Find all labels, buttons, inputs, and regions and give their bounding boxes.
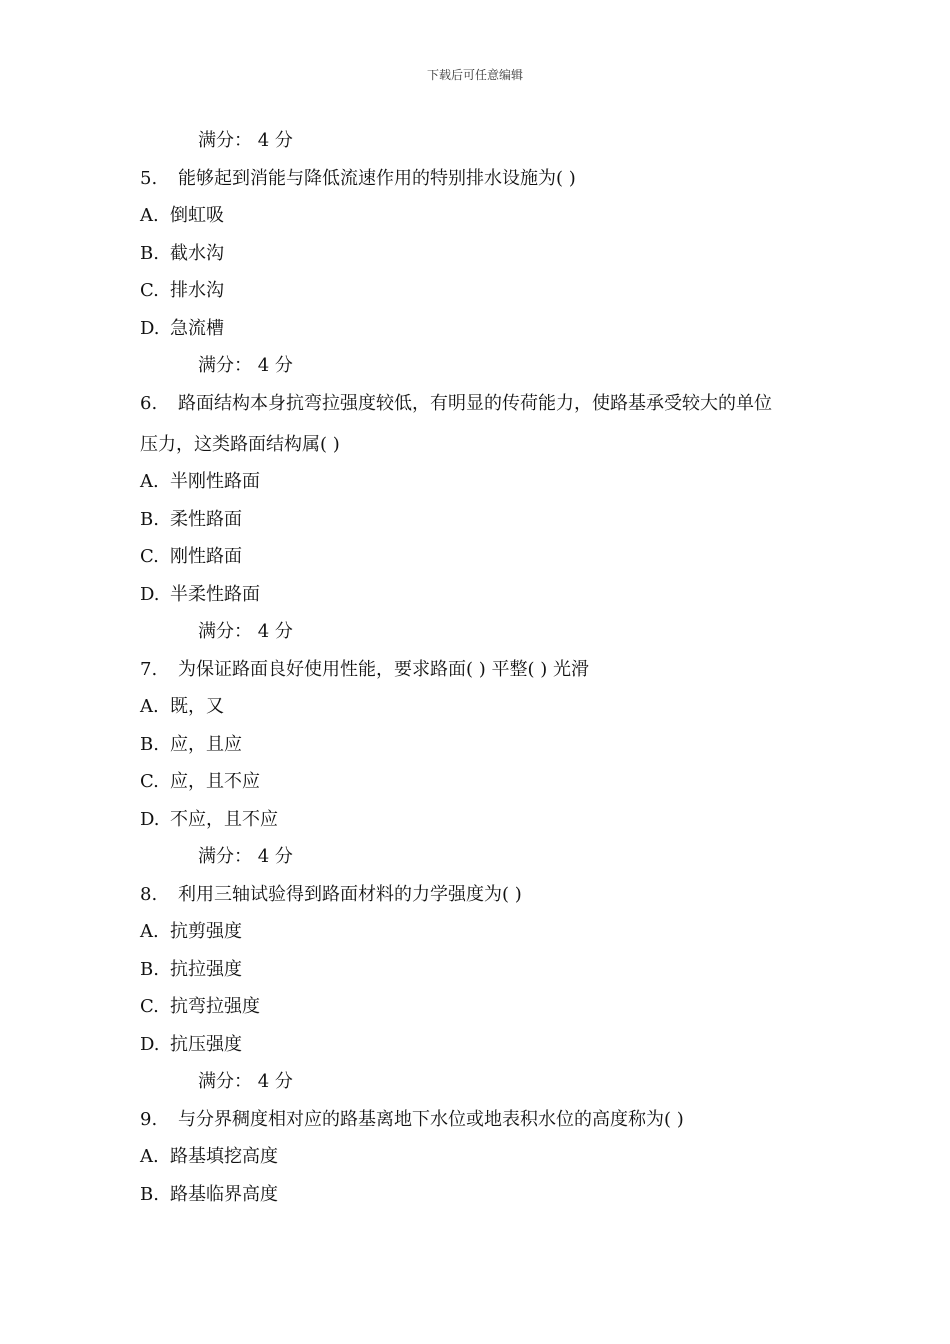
- answer-option: [140, 805, 278, 831]
- answer-option: [140, 767, 260, 793]
- answer-option: [140, 467, 260, 493]
- answer-option: [140, 239, 224, 265]
- option-label: A.: [140, 1146, 159, 1167]
- option-text: 抗弯拉强度: [170, 996, 260, 1017]
- option-label: B.: [140, 509, 159, 530]
- option-text: 截水沟: [170, 243, 224, 264]
- answer-option: [140, 992, 260, 1018]
- question-text: 路面结构本身抗弯拉强度较低，有明显的传荷能力，使路基承受较大的单位: [178, 393, 772, 414]
- score-line: 满分： 4 分: [198, 355, 293, 376]
- question-number: 6.: [140, 393, 158, 414]
- question-number: 8.: [140, 884, 158, 905]
- option-label: B.: [140, 734, 159, 755]
- option-label: C.: [140, 771, 159, 792]
- option-text: 柔性路面: [170, 509, 242, 530]
- answer-option: [140, 955, 242, 981]
- answer-option: [140, 692, 224, 718]
- option-label: C.: [140, 546, 159, 567]
- option-label: D.: [140, 809, 160, 830]
- question-stem: [140, 655, 589, 681]
- option-text: 应，且不应: [170, 771, 260, 792]
- option-label: B.: [140, 1184, 159, 1205]
- option-text: 不应，且不应: [170, 809, 278, 830]
- score-line: 满分： 4 分: [198, 130, 293, 151]
- question-text-continuation: 压力，这类路面结构属( ): [140, 434, 340, 455]
- option-text: 路基填挖高度: [170, 1146, 278, 1167]
- option-label: D.: [140, 584, 160, 605]
- question-text: 能够起到消能与降低流速作用的特别排水设施为( ): [178, 168, 576, 189]
- option-text: 半柔性路面: [170, 584, 260, 605]
- question-stem: [140, 1105, 684, 1131]
- answer-option: [140, 314, 224, 340]
- question-stem: [140, 880, 522, 906]
- answer-option: [140, 542, 242, 568]
- answer-option: [140, 730, 242, 756]
- answer-option: [140, 505, 242, 531]
- question-number: 9.: [140, 1109, 158, 1130]
- question-number: 7.: [140, 659, 158, 680]
- option-text: 抗剪强度: [170, 921, 242, 942]
- answer-option: [140, 580, 260, 606]
- question-number: 5.: [140, 168, 158, 189]
- option-label: B.: [140, 959, 159, 980]
- score-line: 满分： 4 分: [198, 621, 293, 642]
- answer-option: [140, 1180, 278, 1206]
- answer-option: [140, 276, 224, 302]
- option-text: 既，又: [170, 696, 224, 717]
- answer-option: [140, 1142, 278, 1168]
- answer-option: [140, 201, 224, 227]
- score-line: 满分： 4 分: [198, 846, 293, 867]
- option-label: C.: [140, 280, 159, 301]
- option-text: 排水沟: [170, 280, 224, 301]
- option-label: D.: [140, 1034, 160, 1055]
- option-label: D.: [140, 318, 160, 339]
- answer-option: [140, 917, 242, 943]
- option-label: B.: [140, 243, 159, 264]
- option-text: 半刚性路面: [170, 471, 260, 492]
- option-text: 路基临界高度: [170, 1184, 278, 1205]
- score-line: 满分： 4 分: [198, 1071, 293, 1092]
- question-text: 利用三轴试验得到路面材料的力学强度为( ): [178, 884, 522, 905]
- question-stem: [140, 164, 576, 190]
- option-label: A.: [140, 471, 159, 492]
- option-text: 抗拉强度: [170, 959, 242, 980]
- option-text: 应，且应: [170, 734, 242, 755]
- question-text: 与分界稠度相对应的路基离地下水位或地表积水位的高度称为( ): [178, 1109, 684, 1130]
- option-text: 刚性路面: [170, 546, 242, 567]
- option-text: 急流槽: [170, 318, 224, 339]
- option-label: A.: [140, 205, 159, 226]
- question-stem: [140, 389, 772, 415]
- option-label: C.: [140, 996, 159, 1017]
- option-label: A.: [140, 696, 159, 717]
- page-header: 下载后可任意编辑: [426, 68, 523, 82]
- question-text: 为保证路面良好使用性能，要求路面( ) 平整( ) 光滑: [178, 659, 589, 680]
- option-text: 抗压强度: [170, 1034, 242, 1055]
- option-text: 倒虹吸: [170, 205, 224, 226]
- answer-option: [140, 1030, 242, 1056]
- option-label: A.: [140, 921, 159, 942]
